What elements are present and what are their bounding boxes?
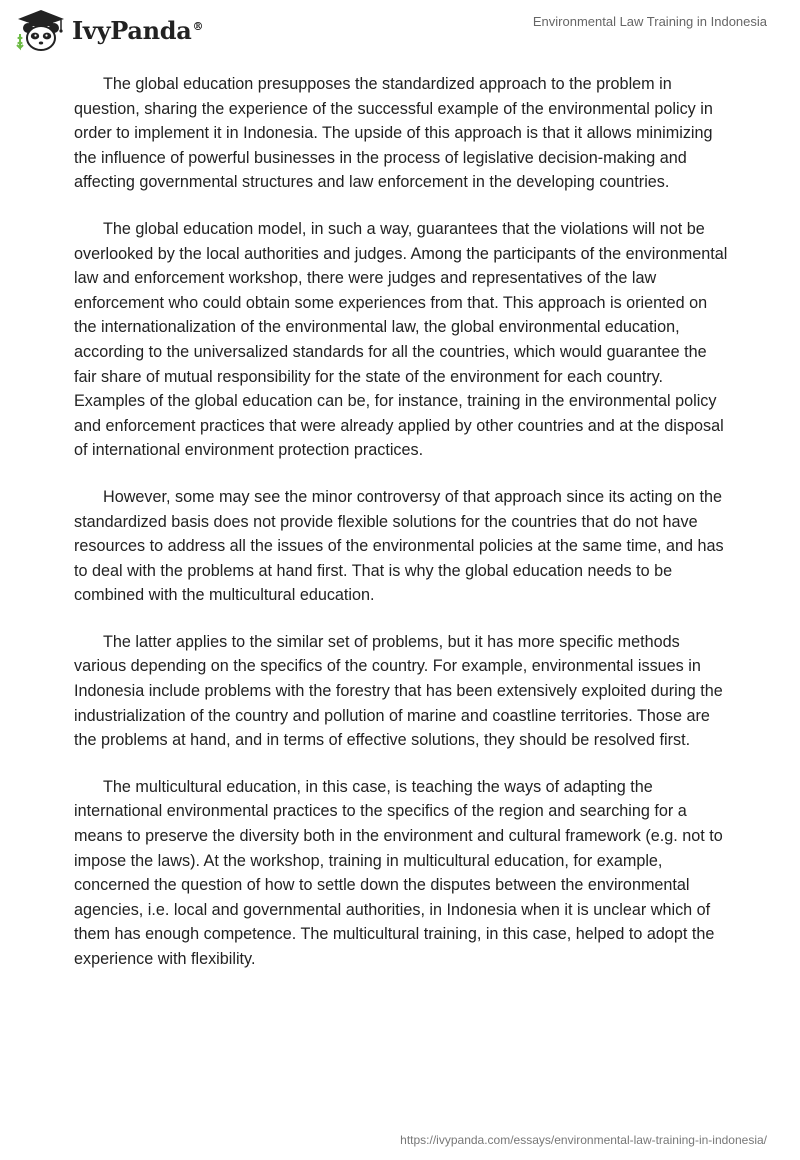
page-header <box>0 0 800 60</box>
paragraph-3: However, some may see the minor controversy of that approach since its acting on the standardized basis does not provide flexible solutions for the countries that do not have resources to address all the issues of the environmental policies at the same time, and has to deal with the problems at hand first. That is why the global education needs to be combined with the multicultural education. <box>74 487 724 605</box>
panda-graduation-cap-icon <box>14 8 68 52</box>
essay-body <box>74 72 730 994</box>
paragraph-2: The global education model, in such a way, guarantees that the violations will not be overlooked by the local authorities and judges. Among the participants of the environmental law and enforcement workshop, there were judges and representatives of the law enforcement who could obtain some experiences from that. This approach is oriented on the internationalization of the environmental law, the global environmental education, according to the universalized standards for all the countries, which would guarantee the fair share of mutual responsibility for the state of the environment for each country. Examples of the global education can be, for instance, training in the environmental policy and enforcement practices that were already applied by other countries and at the disposal of international environment protection practices. <box>74 219 728 460</box>
source-url-link[interactable]: https://ivypanda.com/essays/environmental-law-training-in-indonesia/ <box>400 1133 767 1147</box>
paragraph-4: The latter applies to the similar set of problems, but it has more specific methods various depending on the specifics of the country. For example, environmental issues in Indonesia include problems with the forestry that has been extensively exploited during the industrialization of the country and pollution of marine and coastline territories. Those are the problems at hand, and in terms of effective solutions, they should be resolved first. <box>74 632 723 750</box>
paragraph-5: The multicultural education, in this case, is teaching the ways of adapting the international environmental practices to the specifics of the region and searching for a means to preserve the diversity both in the environment and cultural framework (e.g. not to impose the laws). At the workshop, training in multicultural education, for example, concerned the question of how to settle down the disputes between the environmental agencies, i.e. local and governmental authorities, in Indonesia when it is unclear which of them has enough competence. The multicultural training, in this case, helped to adopt the experience with flexibility. <box>74 777 723 968</box>
paragraph-1: The global education presupposes the standardized approach to the problem in question, sharing the experience of the successful example of the environmental policy in order to implement it in Indonesia. The upside of this approach is that it allows minimizing the influence of powerful businesses in the process of legislative decision-making and affecting governmental structures and law enforcement in the developing countries. <box>74 75 713 192</box>
document-title: Environmental Law Training in Indonesia <box>532 14 767 29</box>
ivypanda-logo[interactable] <box>14 8 203 52</box>
logo-text: IvyPanda® <box>72 15 204 45</box>
